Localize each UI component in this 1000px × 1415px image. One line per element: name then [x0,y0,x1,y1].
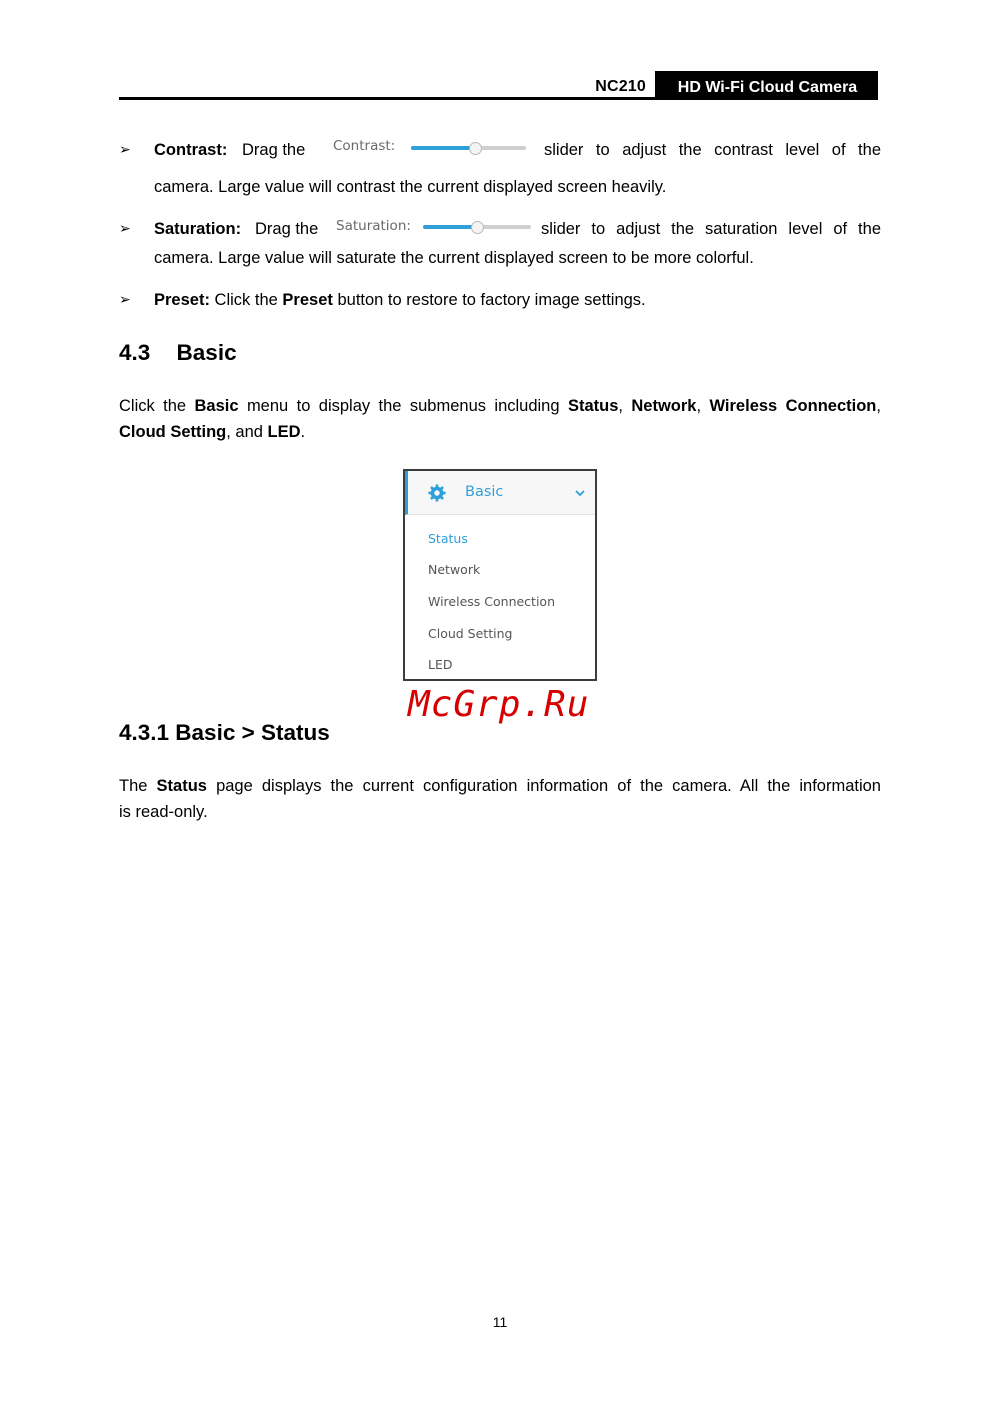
saturation-term: Saturation: [154,220,242,238]
section-431-paragraph [119,773,881,825]
saturation-slider-figure [336,218,536,238]
contrast-term: Contrast: [154,141,228,159]
saturation-slider-knob [471,221,484,234]
preset-t2: button to restore to factory image settings. [337,291,646,309]
contrast-pre: Drag the [242,141,306,159]
saturation-slider-label: Saturation: [336,218,411,234]
p43-wireless: Wireless Connection [709,397,877,415]
contrast-slider-fill [411,146,475,150]
menu-item-cloud-setting[interactable]: Cloud Setting [428,626,513,641]
watermark: McGrp.Ru [408,684,590,725]
preset-term: Preset: [154,291,210,309]
p43-t1: Click the [119,397,187,415]
p43-led: LED [267,423,301,441]
basic-menu-screenshot [403,469,597,681]
p43-period: . [300,423,306,441]
p43-cloud: Cloud Setting [119,423,227,441]
preset-t1: Click the [214,291,278,309]
basic-menu-header[interactable] [405,471,595,515]
p431-status: Status [156,777,207,795]
header-model: NC210 [595,78,646,95]
menu-item-network[interactable]: Network [428,562,481,577]
section-43-title: Basic [176,340,237,365]
p431-t2: page displays the current configuration information of the camera. All the information [216,777,881,795]
section-43-heading [119,340,237,366]
header-product-title: HD Wi-Fi Cloud Camera [655,71,878,97]
p43-t2: menu to display the submenus including [246,397,560,415]
section-43-line1 [119,393,881,419]
bullet-arrow-icon: ➢ [119,220,131,236]
preset-bold: Preset [282,291,333,309]
gear-icon [428,484,446,502]
contrast-slider-knob [469,142,482,155]
contrast-post: slider to adjust the contrast level of the [544,141,881,159]
menu-item-led[interactable]: LED [428,657,453,672]
contrast-slider-figure [333,138,533,158]
saturation-post: slider to adjust the saturation level of the [541,220,881,238]
p43-basic: Basic [194,397,239,415]
saturation-slider-fill [423,225,477,229]
preset-line [154,287,646,313]
page-header [119,71,878,100]
chevron-down-icon [575,489,585,497]
contrast-slider-label: Contrast: [333,138,396,154]
section-431-line2: is read-only. [119,803,208,821]
bullet-arrow-icon: ➢ [119,141,131,157]
p43-network: Network [631,397,697,415]
saturation-pre: Drag the [255,220,319,238]
p43-t3: , and [226,423,263,441]
menu-item-wireless-connection[interactable]: Wireless Connection [428,594,556,609]
section-43-number: 4.3 [119,340,151,365]
contrast-line2: camera. Large value will contrast the current displayed screen heavily. [154,178,667,196]
p431-t1: The [119,777,148,795]
saturation-line2: camera. Large value will saturate the current displayed screen to be more colorful. [154,249,754,267]
section-43-line2 [119,419,881,445]
bullet-arrow-icon: ➢ [119,291,131,307]
section-43-paragraph [119,393,881,445]
basic-menu-title: Basic [465,484,504,500]
section-431-heading: 4.3.1 Basic > Status [119,720,330,745]
menu-item-status[interactable]: Status [428,531,468,546]
p43-comma: , [876,397,881,415]
p43-status: Status [567,397,619,415]
p43-comma: , [696,397,702,415]
p43-comma: , [618,397,623,415]
page-number: 11 [492,1314,508,1330]
section-431-line1 [119,773,881,799]
